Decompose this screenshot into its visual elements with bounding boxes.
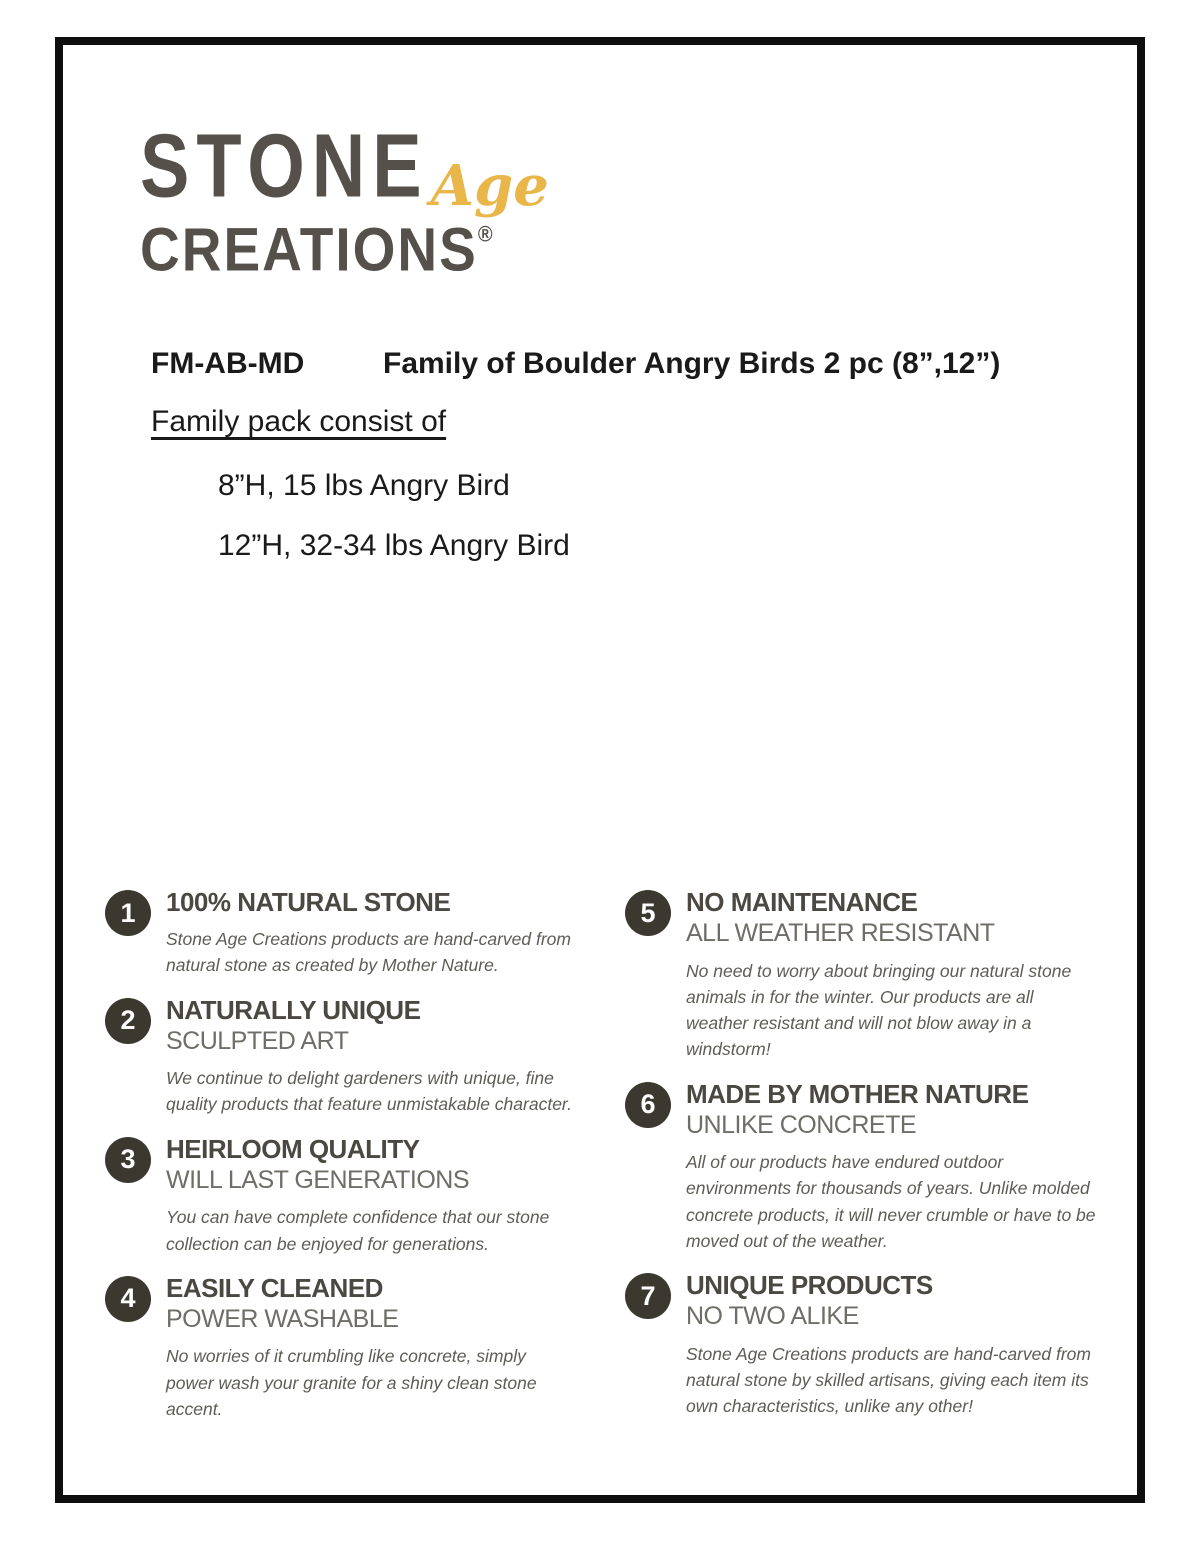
feature-text: [166, 1274, 577, 1422]
feature-unique-products: [625, 1271, 1097, 1419]
pack-item: 12”H, 32-34 lbs Angry Bird: [218, 529, 570, 562]
feature-number-badge: 6: [625, 1082, 671, 1128]
feature-subheading: NO TWO ALIKE: [686, 1302, 859, 1331]
logo-line-1: [140, 114, 549, 219]
feature-number-badge: 3: [105, 1137, 151, 1183]
registered-trademark-icon: ®: [477, 222, 495, 247]
feature-text: [166, 888, 577, 979]
logo-word-creations: [140, 214, 495, 284]
feature-body: Stone Age Creations products are hand-carved from natural stone by skilled artisans, giving each item its own characteristics, unlike any other!: [686, 1343, 1091, 1417]
feature-column-right: [625, 888, 1097, 1439]
feature-body: Stone Age Creations products are hand-carved from natural stone as created by Mother Nature.: [166, 929, 571, 976]
product-sku: FM-AB-MD: [151, 347, 305, 380]
feature-subheading: UNLIKE CONCRETE: [686, 1110, 917, 1139]
feature-subheading: WILL LAST GENERATIONS: [166, 1165, 470, 1194]
feature-number-badge: 2: [105, 998, 151, 1044]
feature-text: [686, 1080, 1097, 1255]
feature-list: [105, 888, 1097, 1439]
feature-text: [686, 888, 1097, 1063]
feature-heading: MADE BY MOTHER NATURE: [686, 1078, 1029, 1109]
logo-word-age: Age: [430, 153, 549, 219]
feature-number-badge: 1: [105, 890, 151, 936]
pack-heading: Family pack consist of: [151, 405, 447, 438]
logo-word-stone: STONE: [140, 114, 429, 216]
feature-heading: EASILY CLEANED: [166, 1272, 383, 1303]
feature-body: All of our products have endured outdoor environments for thousands of years. Unlike molded concrete products, it will never crumble or have to be moved out of the weather.: [686, 1152, 1096, 1251]
feature-text: [686, 1271, 1097, 1419]
feature-heading: NO MAINTENANCE: [686, 887, 918, 917]
feature-subheading: SCULPTED ART: [166, 1026, 349, 1055]
feature-body: No worries of it crumbling like concrete, simply power wash your granite for a shiny clean stone accent.: [166, 1346, 537, 1419]
page-border-frame: [55, 37, 1145, 1503]
feature-number-badge: 7: [625, 1273, 671, 1319]
feature-heading: NATURALLY UNIQUE: [166, 994, 421, 1025]
feature-body: We continue to delight gardeners with unique, fine quality products that feature unmistakable character.: [166, 1068, 572, 1115]
product-title: Family of Boulder Angry Birds 2 pc (8”,12”): [383, 347, 1001, 380]
logo-line-2: [140, 214, 549, 284]
pack-item: 8”H, 15 lbs Angry Bird: [218, 469, 510, 502]
feature-made-by-mother-nature: [625, 1080, 1097, 1255]
feature-number-badge: 4: [105, 1276, 151, 1322]
feature-no-maintenance: [625, 888, 1097, 1063]
feature-heading: UNIQUE PRODUCTS: [686, 1270, 933, 1301]
feature-naturally-unique: [105, 996, 577, 1118]
feature-heading: HEIRLOOM QUALITY: [166, 1133, 420, 1164]
brand-logo: [140, 114, 549, 284]
logo-creations-text: CREATIONS: [140, 214, 478, 284]
feature-text: [166, 996, 577, 1118]
feature-text: [166, 1135, 577, 1257]
feature-easily-cleaned: [105, 1274, 577, 1422]
feature-subheading: POWER WASHABLE: [166, 1304, 399, 1333]
feature-column-left: [105, 888, 577, 1439]
feature-heading: 100% NATURAL STONE: [166, 887, 451, 917]
feature-natural-stone: [105, 888, 577, 979]
product-title-row: [151, 347, 1000, 381]
feature-body: No need to worry about bringing our natural stone animals in for the winter. Our products are all weather resistant and will not blow away in a windstorm!: [686, 960, 1072, 1060]
feature-heirloom-quality: [105, 1135, 577, 1257]
feature-number-badge: 5: [625, 890, 671, 936]
feature-subheading: ALL WEATHER RESISTANT: [686, 919, 995, 948]
feature-body: You can have complete confidence that our stone collection can be enjoyed for generations.: [166, 1207, 550, 1254]
